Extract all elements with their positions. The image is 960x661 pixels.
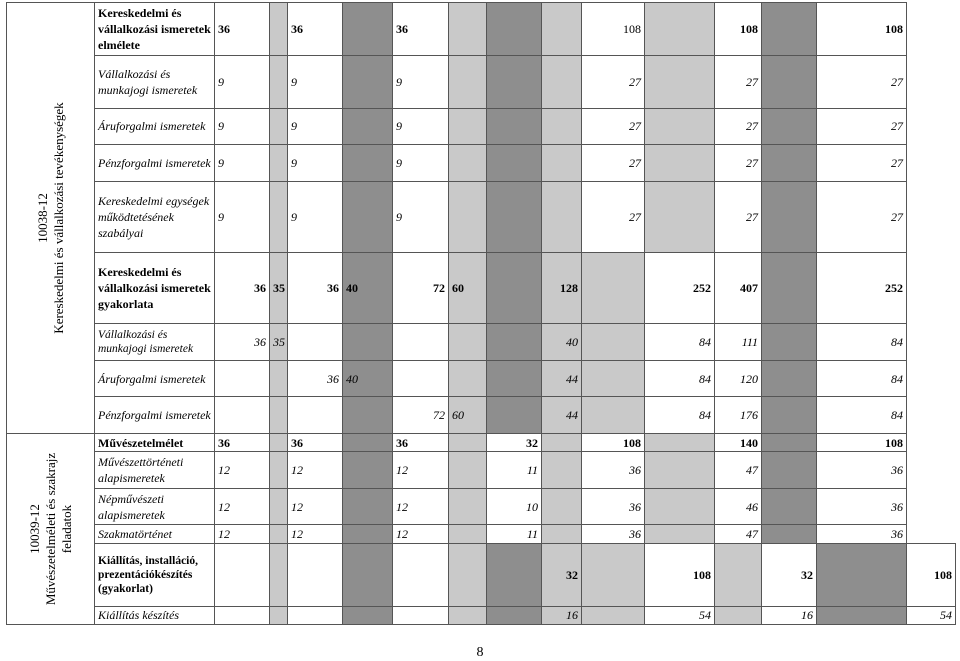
cell: 12	[215, 452, 270, 489]
cell: 9	[288, 108, 343, 145]
cell: 54	[907, 606, 956, 624]
cell: 36	[817, 525, 907, 543]
cell: 9	[393, 181, 449, 252]
row-label: Kereskedelmi és vállalkozási ismeretek gyakorlata	[95, 253, 215, 324]
cell: 47	[715, 452, 762, 489]
cell: 12	[393, 452, 449, 489]
page-number: 8	[476, 645, 484, 660]
row-label: Kereskedelmi egységek működtetésének szabályai	[95, 181, 215, 252]
cell: 108	[582, 3, 645, 56]
cell: 84	[645, 324, 715, 361]
cell: 108	[645, 543, 715, 606]
table-row	[7, 360, 956, 397]
cell: 12	[215, 488, 270, 525]
module-title: Kereskedelmi és vállalkozási tevékenységek	[50, 102, 66, 334]
cell: 60	[449, 253, 487, 324]
cell: 36	[288, 360, 343, 397]
cell: 35	[270, 324, 288, 361]
row-label: Népművészeti alapismeretek	[95, 488, 215, 525]
cell: 108	[817, 434, 907, 452]
cell: 108	[715, 3, 762, 56]
cell: 407	[715, 253, 762, 324]
cell: 36	[393, 434, 449, 452]
cell: 176	[715, 397, 762, 434]
cell: 36	[288, 434, 343, 452]
module-title: feladatok	[58, 504, 74, 554]
cell: 84	[817, 324, 907, 361]
table-row	[7, 488, 956, 525]
cell: 32	[762, 543, 817, 606]
cell: 9	[215, 181, 270, 252]
cell: 36	[582, 488, 645, 525]
cell: 9	[288, 145, 343, 182]
module-code: 10039-12	[26, 504, 42, 554]
table-row	[7, 434, 956, 452]
cell: 32	[487, 434, 542, 452]
cell: 12	[393, 525, 449, 543]
cell: 84	[817, 397, 907, 434]
cell: 9	[393, 145, 449, 182]
cell: 46	[715, 488, 762, 525]
cell: 9	[393, 108, 449, 145]
cell: 36	[215, 253, 270, 324]
cell: 32	[542, 543, 582, 606]
cell: 12	[393, 488, 449, 525]
cell: 36	[215, 3, 270, 56]
cell: 36	[582, 452, 645, 489]
cell: 27	[715, 145, 762, 182]
row-label: Pénzforgalmi ismeretek	[95, 145, 215, 182]
cell: 72	[393, 397, 449, 434]
table-row	[7, 3, 956, 56]
table-row	[7, 397, 956, 434]
cell: 27	[817, 181, 907, 252]
cell: 54	[645, 606, 715, 624]
row-label: Pénzforgalmi ismeretek	[95, 397, 215, 434]
module-title: Művészetelméleti és szakrajz	[42, 452, 58, 606]
row-label: Vállalkozási és munkajogi ismeretek	[95, 55, 215, 108]
cell: 12	[288, 452, 343, 489]
cell: 108	[907, 543, 956, 606]
cell: 36	[215, 324, 270, 361]
row-label: Kiállítás készítés	[95, 606, 215, 624]
row-label: Kereskedelmi és vállalkozási ismeretek elmélete	[95, 3, 215, 56]
cell: 111	[715, 324, 762, 361]
table-row	[7, 253, 956, 324]
cell: 12	[288, 488, 343, 525]
cell: 36	[288, 253, 343, 324]
cell: 36	[288, 3, 343, 56]
cell: 27	[582, 145, 645, 182]
cell: 44	[542, 360, 582, 397]
cell: 10	[487, 488, 542, 525]
table-row	[7, 543, 956, 606]
cell: 27	[715, 108, 762, 145]
cell: 128	[542, 253, 582, 324]
row-label: Művészetelmélet	[95, 434, 215, 452]
cell: 35	[270, 253, 288, 324]
cell: 47	[715, 525, 762, 543]
cell: 84	[645, 397, 715, 434]
row-label: Szakmatörténet	[95, 525, 215, 543]
cell: 27	[817, 108, 907, 145]
cell: 252	[817, 253, 907, 324]
cell: 27	[817, 145, 907, 182]
module-cell-10038	[7, 3, 95, 434]
cell: 11	[487, 452, 542, 489]
cell: 27	[817, 55, 907, 108]
cell: 84	[817, 360, 907, 397]
cell: 11	[487, 525, 542, 543]
cell: 72	[393, 253, 449, 324]
cell: 27	[582, 55, 645, 108]
table-row	[7, 606, 956, 624]
row-label: Áruforgalmi ismeretek	[95, 108, 215, 145]
cell: 9	[215, 145, 270, 182]
cell: 44	[542, 397, 582, 434]
row-label: Vállalkozási és munkajogi ismeretek	[95, 324, 215, 361]
cell: 9	[215, 55, 270, 108]
row-label: Áruforgalmi ismeretek	[95, 360, 215, 397]
cell: 27	[582, 181, 645, 252]
cell: 16	[762, 606, 817, 624]
cell: 40	[542, 324, 582, 361]
cell: 27	[715, 55, 762, 108]
cell: 36	[393, 3, 449, 56]
table-row	[7, 525, 956, 543]
cell: 120	[715, 360, 762, 397]
cell: 9	[288, 181, 343, 252]
table-row	[7, 108, 956, 145]
cell: 16	[542, 606, 582, 624]
row-label: Kiállítás, installáció, prezentációkészítés (gyakorlat)	[95, 543, 215, 606]
cell: 252	[645, 253, 715, 324]
cell: 27	[715, 181, 762, 252]
curriculum-table	[6, 2, 956, 625]
cell: 84	[645, 360, 715, 397]
table-row	[7, 55, 956, 108]
table-row	[7, 324, 956, 361]
module-cell-10039	[7, 434, 95, 625]
cell: 60	[449, 397, 487, 434]
cell: 108	[817, 3, 907, 56]
cell: 36	[817, 488, 907, 525]
cell: 36	[215, 434, 270, 452]
cell: 140	[715, 434, 762, 452]
table-row	[7, 181, 956, 252]
row-label: Művészettörténeti alapismeretek	[95, 452, 215, 489]
module-code: 10038-12	[34, 193, 50, 243]
cell: 9	[393, 55, 449, 108]
cell: 9	[215, 108, 270, 145]
cell: 27	[582, 108, 645, 145]
table-row	[7, 452, 956, 489]
cell: 36	[817, 452, 907, 489]
cell: 12	[288, 525, 343, 543]
cell: 108	[582, 434, 645, 452]
cell: 40	[343, 360, 393, 397]
cell: 12	[215, 525, 270, 543]
cell: 40	[343, 253, 393, 324]
table-row	[7, 145, 956, 182]
cell: 36	[582, 525, 645, 543]
cell: 9	[288, 55, 343, 108]
